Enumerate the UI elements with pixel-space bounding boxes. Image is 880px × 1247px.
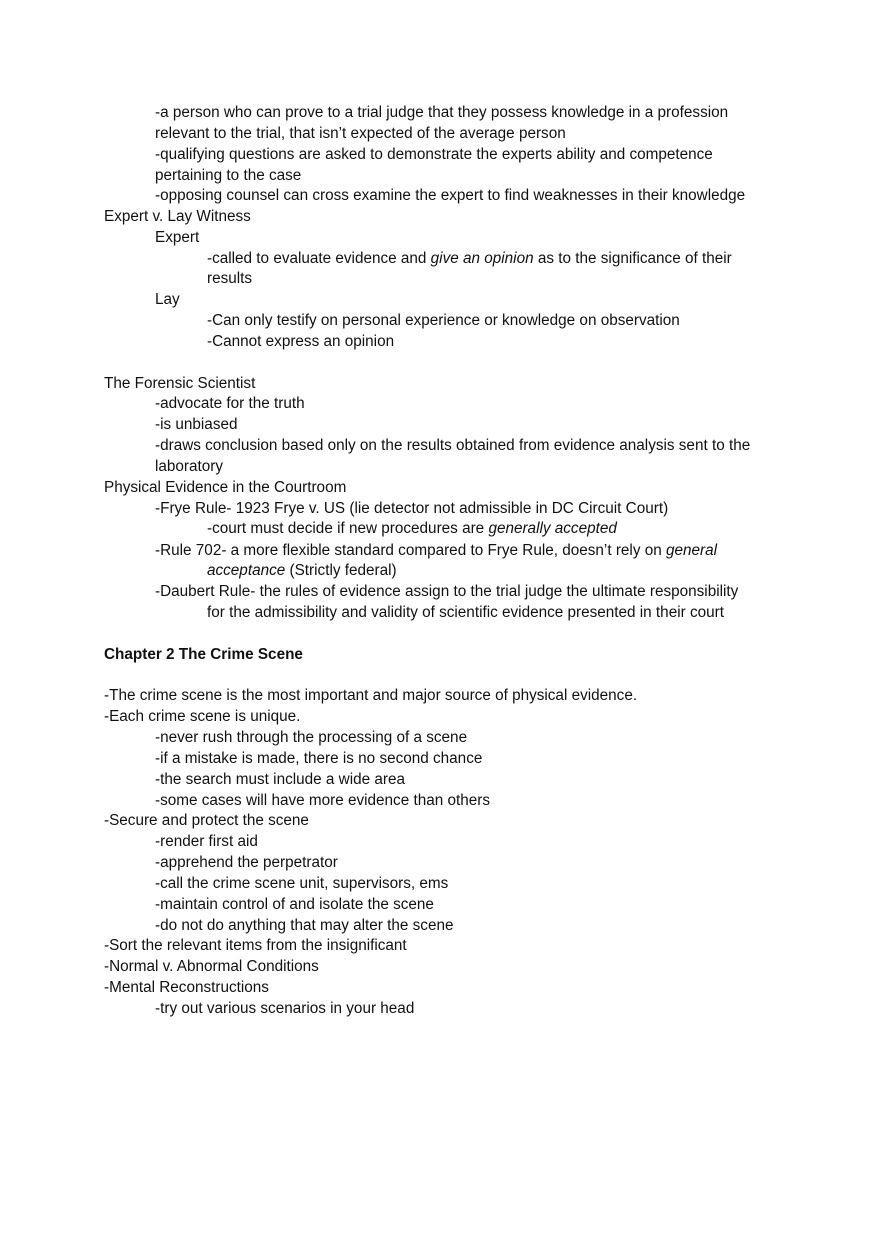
text-line: -Can only testify on personal experience or knowledge on observation — [207, 312, 680, 329]
text-line: -Frye Rule- 1923 Frye v. US (lie detector not admissible in DC Circuit Court) — [155, 500, 669, 517]
text-line: -qualifying questions are asked to demonstrate the experts ability and competence — [155, 146, 713, 163]
text-line: -Each crime scene is unique. — [104, 708, 301, 725]
list-item: -do not do anything that may alter the scene — [155, 917, 454, 934]
text-run: -called to evaluate evidence and — [207, 250, 431, 267]
list-item: -try out various scenarios in your head — [155, 1000, 415, 1017]
text-line: -Cannot express an opinion — [207, 333, 395, 350]
text-run: -court must decide if new procedures are — [207, 520, 489, 537]
subheading: Expert — [155, 229, 200, 246]
text-run: -Rule 702- a more flexible standard compared to Frye Rule, doesn’t rely on — [155, 542, 666, 559]
emphasis: acceptance — [207, 562, 286, 579]
text-line: -advocate for the truth — [155, 395, 305, 412]
text-line: -opposing counsel can cross examine the expert to find weaknesses in their knowledge — [155, 187, 746, 204]
text-line: for the admissibility and validity of scientific evidence presented in their court — [207, 604, 724, 621]
list-item: -call the crime scene unit, supervisors, ems — [155, 875, 449, 892]
emphasis: general — [666, 542, 718, 559]
list-item: -maintain control of and isolate the scene — [155, 896, 434, 913]
text-line: results — [207, 270, 253, 287]
list-item: -some cases will have more evidence than others — [155, 792, 490, 809]
text-line: -The crime scene is the most important and major source of physical evidence. — [104, 687, 638, 704]
text-line: -Daubert Rule- the rules of evidence assign to the trial judge the ultimate responsibility — [155, 583, 739, 600]
text-line: -Secure and protect the scene — [104, 812, 309, 829]
text-line — [155, 541, 717, 562]
list-item: -render first aid — [155, 833, 258, 850]
list-item: -apprehend the perpetrator — [155, 854, 338, 871]
text-run: (Strictly federal) — [285, 562, 397, 579]
list-item: -never rush through the processing of a scene — [155, 729, 468, 746]
list-item: -if a mistake is made, there is no second chance — [155, 750, 483, 767]
subheading: Lay — [155, 291, 180, 308]
list-item: -the search must include a wide area — [155, 771, 405, 788]
text-line: pertaining to the case — [155, 167, 302, 184]
section-heading: The Forensic Scientist — [104, 375, 256, 392]
text-line: relevant to the trial, that isn’t expected of the average person — [155, 125, 566, 142]
emphasis: generally accepted — [488, 520, 617, 537]
text-line: -Sort the relevant items from the insignificant — [104, 937, 407, 954]
text-line: -Normal v. Abnormal Conditions — [104, 958, 319, 975]
text-line: laboratory — [155, 458, 224, 475]
text-line: -Mental Reconstructions — [104, 979, 269, 996]
text-run: as to the significance of their — [533, 250, 732, 267]
chapter-title: Chapter 2 The Crime Scene — [104, 646, 303, 663]
text-line — [207, 249, 732, 270]
emphasis: give an opinion — [430, 250, 534, 267]
text-line — [207, 561, 397, 582]
section-heading: Expert v. Lay Witness — [104, 208, 251, 225]
text-line — [207, 519, 617, 540]
text-line: -is unbiased — [155, 416, 238, 433]
text-line: -draws conclusion based only on the results obtained from evidence analysis sent to the — [155, 437, 751, 454]
section-heading: Physical Evidence in the Courtroom — [104, 479, 347, 496]
text-line: -a person who can prove to a trial judge that they possess knowledge in a profession — [155, 104, 729, 121]
